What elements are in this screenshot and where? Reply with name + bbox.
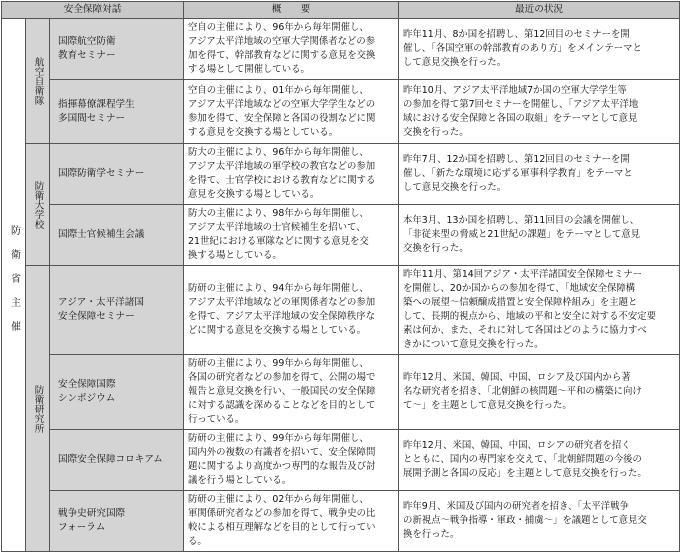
recent-cell: 本年3月、13か国を招聘し、第11回目の会議を開催し、 「非従来型の脅威と21世紀の課題」をテーマとして意見 交換を行った。 <box>399 205 680 266</box>
dialogue-name: 戦争史研究国際 フォーラム <box>50 491 184 552</box>
header-recent: 最近の状況 <box>399 2 680 19</box>
table-row <box>2 266 680 355</box>
dialogue-name: 国際防衛学セミナー <box>50 144 184 205</box>
table-row <box>2 491 680 552</box>
header-overview: 概 要 <box>184 2 399 19</box>
overview-cell: 防研の主催により、99年から毎年開催し、 各国の研究者などの参加を得て、公開の場で 報告と意見交換を行い、一般国民の安全保障 に対する認識を深めることなどを目的として 行っている。 <box>184 355 399 430</box>
dialogue-name: 安全保障国際 シンポジウム <box>50 355 184 430</box>
recent-cell: 昨年11月、第14回アジア・太平洋諸国安全保障セミナー を開催し、20か国からの参加を得て、「地域安全保障構 築への展望〜信頼醸成措置と安全保障枠組み」を主題と して、長期的視点から、地域の平和と安全に対する不安定要 素は何か、また、それに対して各国はどのように協力すべ きかについて意見交換を行った。 <box>399 266 680 355</box>
recent-cell: 昨年9月、米国及び国内の研究者を招き、「太平洋戦争 の新視点〜戦争指導・軍政・捕虜〜」を議題として意見交 換を行った。 <box>399 491 680 552</box>
overview-cell: 防研の主催により、94年から毎年開催し、 アジア太平洋地域などの軍関係者などの参加 を得て、アジア太平洋地域の安全保障秩序な どに関する意見を交換する場としている。 <box>184 266 399 355</box>
overview-cell: 空自の主催により、01年から毎年開催し、 アジア太平洋地域などの空軍大学学生などの 参加を得て、安全保障と各国の役割などに関 する意見を交換する場としている。 <box>184 80 399 144</box>
dialogue-name: 国際航空防衛 教育セミナー <box>50 19 184 80</box>
recent-cell: 昨年11月、8か国を招聘し、第12回目のセミナーを開 催し、「各国空軍の幹部教育のあり方」をメインテーマと して意見交換を行った。 <box>399 19 680 80</box>
recent-cell: 昨年12月、米国、韓国、中国、ロシア及び国内から著 名な研究者を招き、「北朝鮮の核問題〜平和の構築に向け て〜」を主題として意見交換を行った。 <box>399 355 680 430</box>
group-label-asdf: 航空自衛隊 <box>26 19 50 144</box>
header-row <box>2 2 680 19</box>
table-row <box>2 205 680 266</box>
overview-cell: 防大の主催により、96年から毎年開催し、 アジア太平洋地域の軍学校の教官などの参加 を得て、士官学校における教育などに関する 意見を交換する場としている。 <box>184 144 399 205</box>
table-row <box>2 144 680 205</box>
dialogue-name: 国際士官候補生会議 <box>50 205 184 266</box>
recent-cell: 昨年10月、アジア太平洋地域7か国の空軍大学学生等 の参加を得て第7回セミナーを開催し、「アジア太平洋地 域における安全保障と各国の取組」をテーマとして意見 交換を行った。 <box>399 80 680 144</box>
group-label-nids: 防衛研究所 <box>26 266 50 552</box>
table-row <box>2 19 680 80</box>
header-dialogue: 安全保障対話 <box>2 2 184 19</box>
table-row <box>2 80 680 144</box>
table-row <box>2 430 680 491</box>
org-label: 防衛省主催 <box>2 19 26 552</box>
recent-cell: 昨年7月、12か国を招聘し、第12回目のセミナーを開 催し、「新たな環境に応ずる軍事科学教育」をテーマと して意見交換を行った。 <box>399 144 680 205</box>
dialogue-name: 指揮幕僚課程学生 多国間セミナー <box>50 80 184 144</box>
dialogue-table <box>1 1 680 552</box>
overview-cell: 防大の主催により、98年から毎年開催し、 アジア太平洋地域の士官候補生を招いて、 21世紀における軍隊などに関する意見を交 換する場としている。 <box>184 205 399 266</box>
group-label-nda: 防衛大学校 <box>26 144 50 266</box>
overview-cell: 防研の主催により、99年から毎年開催し、 国内外の複数の有識者を招いて、安全保障問 題に関するより高度かつ専門的な報告及び討 議を行う場としている。 <box>184 430 399 491</box>
overview-cell: 空自の主催により、96年から毎年開催し、 アジア太平洋地域の空軍大学関係者などの参 加を得て、幹部教育などに関する意見を交換 する場として開催している。 <box>184 19 399 80</box>
overview-cell: 防研の主催により、02年から毎年開催し、 軍関係研究者などの参加を得て、戦争史の比 較による相互理解などを目的として行ってい る。 <box>184 491 399 552</box>
dialogue-name: アジア・太平洋諸国 安全保障セミナー <box>50 266 184 355</box>
dialogue-name: 国際安全保障コロキアム <box>50 430 184 491</box>
recent-cell: 昨年12月、米国、韓国、中国、ロシアの研究者を招く とともに、国内の専門家を交えて、「北朝鮮問題の今後の 展開予測と各国の反応」を主題として意見交換を行った。 <box>399 430 680 491</box>
table-row <box>2 355 680 430</box>
